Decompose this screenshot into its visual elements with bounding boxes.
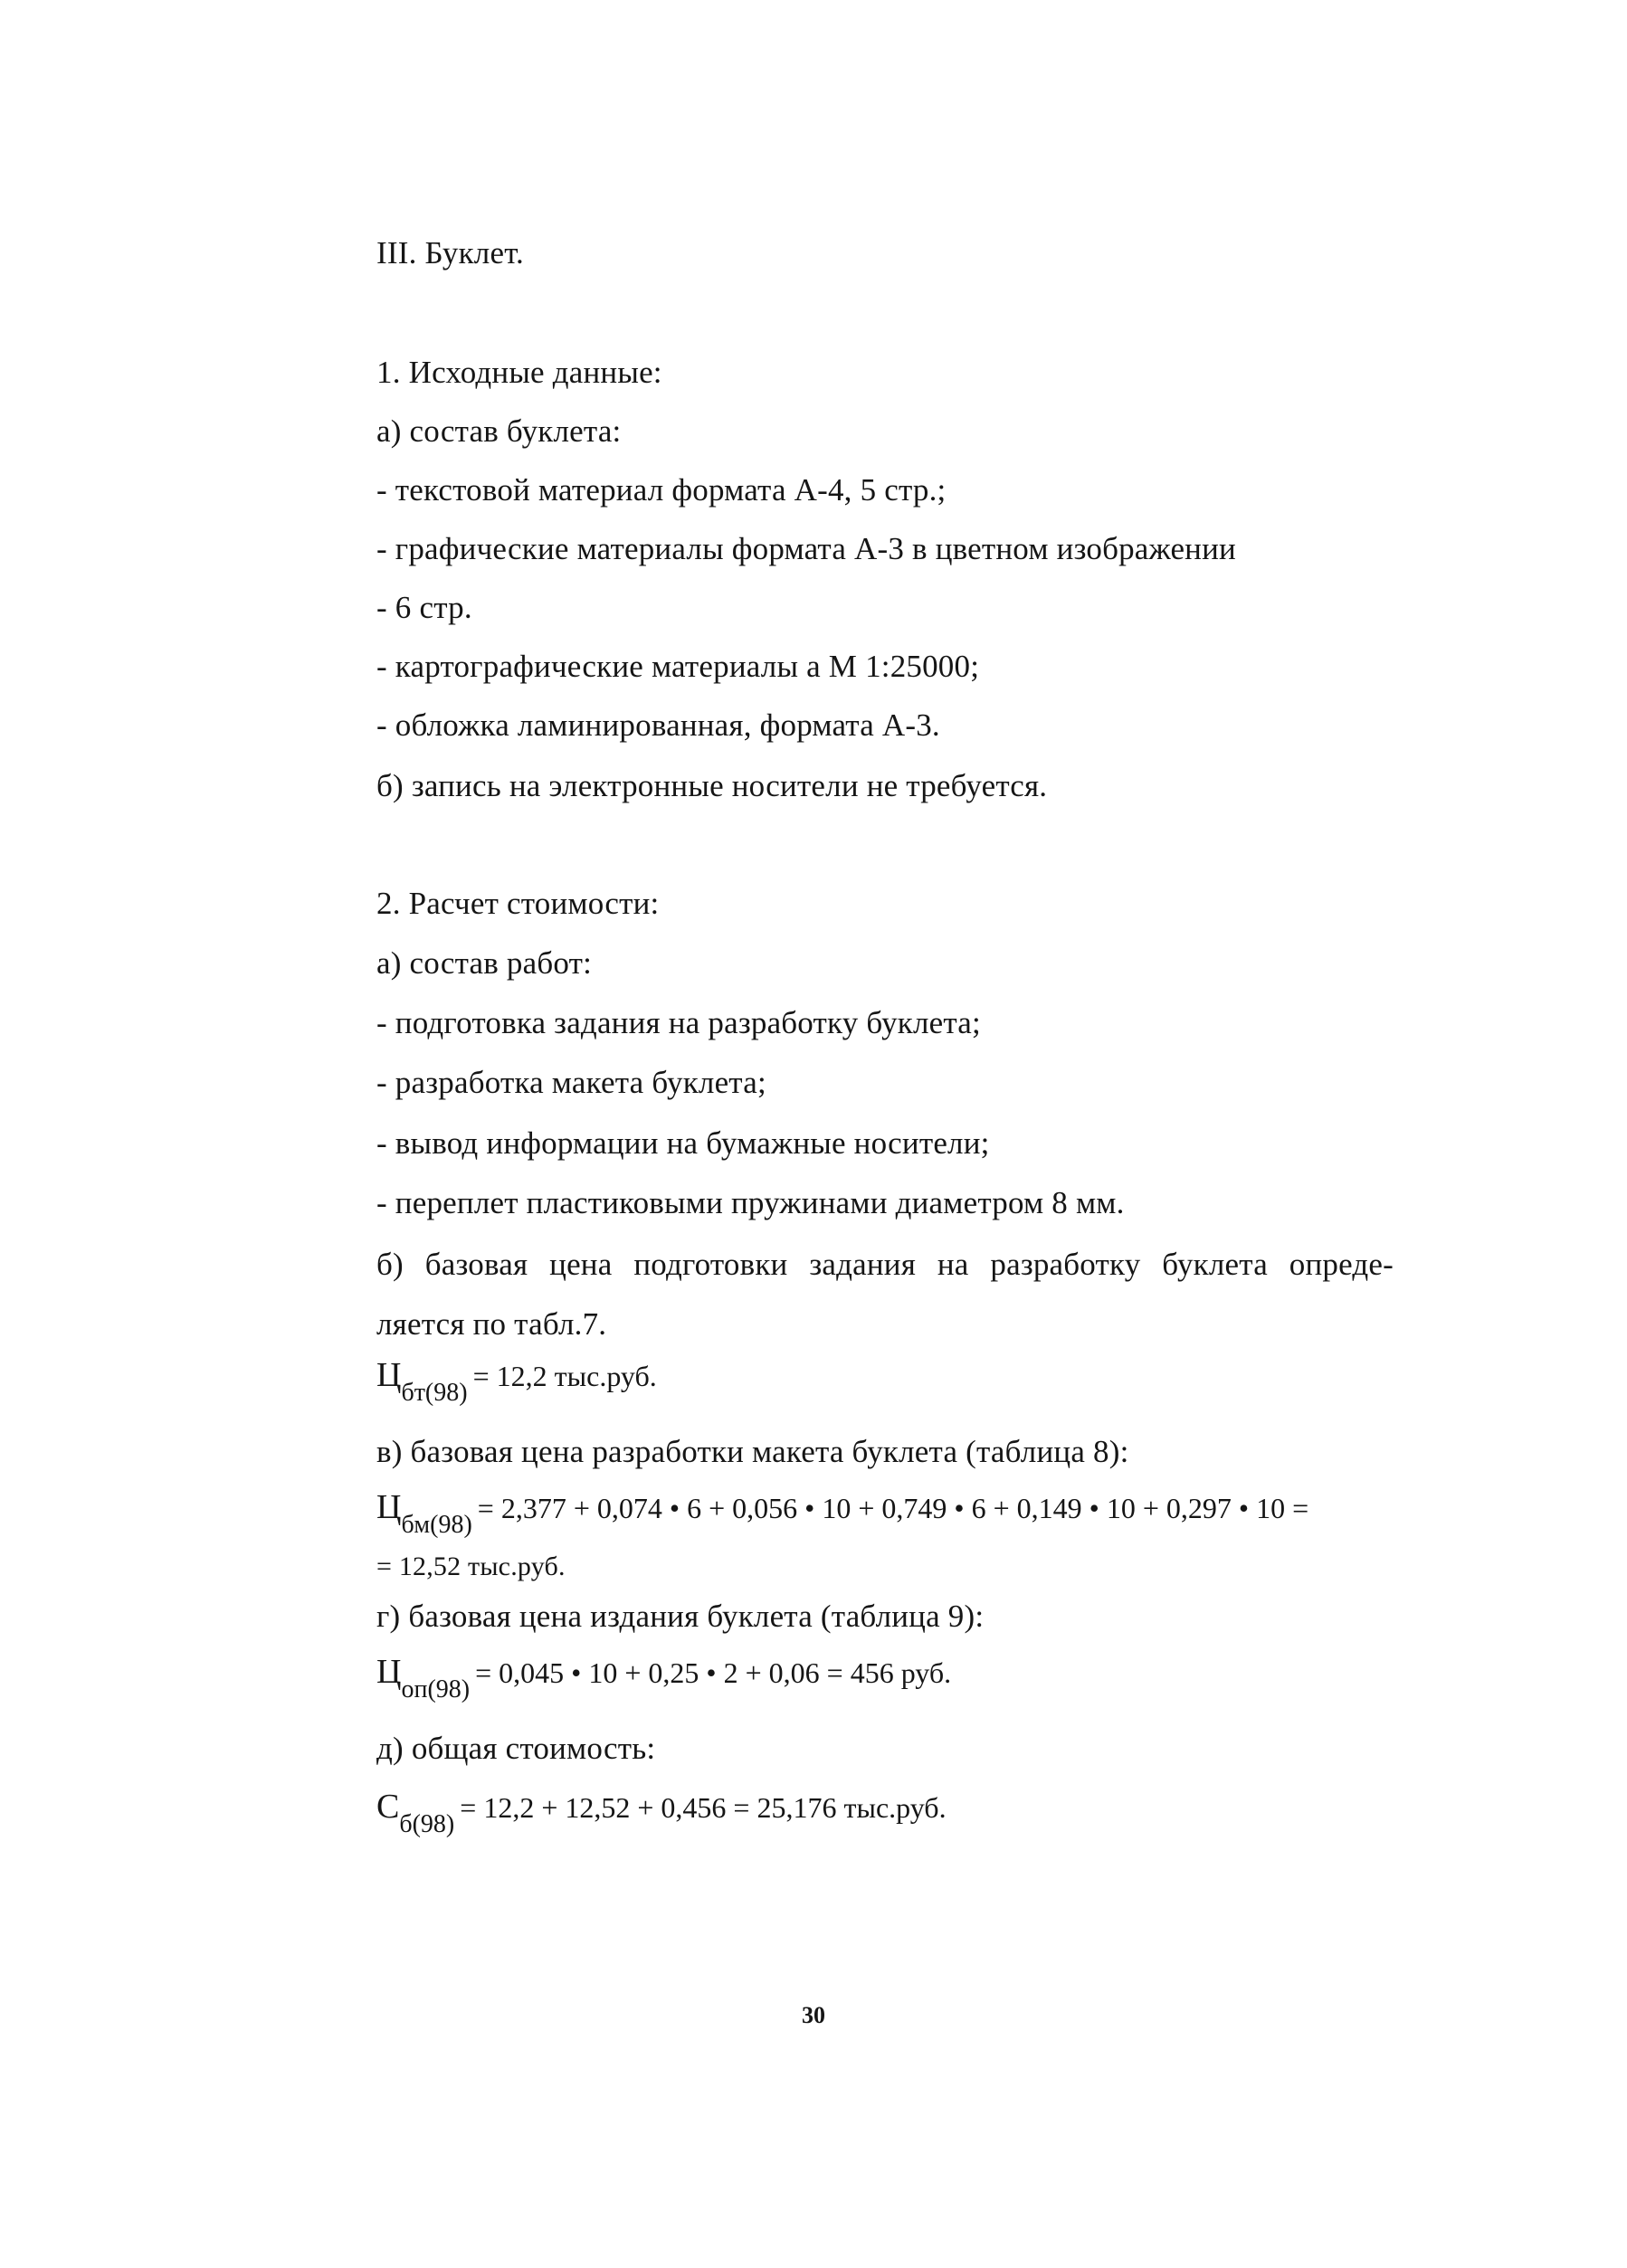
formula-layout-price-result: = 12,52 тыс.руб.	[376, 1552, 566, 1581]
formula-subscript: б(98)	[399, 1810, 455, 1838]
list-item: - разработка макета буклета;	[376, 1065, 766, 1100]
formula-expression: = 12,2 тыс.руб.	[472, 1360, 657, 1392]
formula-layout-price	[376, 1487, 1309, 1539]
section-title: III. Буклет.	[376, 235, 525, 270]
formula-symbol: Ц	[376, 1653, 402, 1691]
formula-subscript: оп(98)	[401, 1675, 471, 1703]
formula-symbol: С	[376, 1788, 400, 1826]
works-composition-label: а) состав работ:	[376, 945, 593, 981]
formula-expression: = 12,2 + 12,52 + 0,456 = 25,176 тыс.руб.	[460, 1791, 947, 1824]
page-number: 30	[802, 2002, 825, 2028]
base-price-task-line1: б) базовая цена подготовки задания на разработку буклета опреде-	[376, 1247, 1394, 1282]
formula-subscript: бт(98)	[401, 1379, 468, 1407]
booklet-composition-label: а) состав буклета:	[376, 413, 622, 449]
list-item: - подготовка задания на разработку буклета;	[376, 1005, 981, 1040]
base-price-task-line2: ляется по табл.7.	[376, 1306, 607, 1342]
electronic-media-note: б) запись на электронные носители не требуется.	[376, 768, 1048, 803]
formula-task-price	[376, 1355, 657, 1407]
source-data-heading: 1. Исходные данные:	[376, 355, 662, 390]
list-item: - вывод информации на бумажные носители;	[376, 1125, 990, 1161]
cost-calc-heading: 2. Расчет стоимости:	[376, 886, 660, 921]
list-item: - переплет пластиковыми пружинами диаметром 8 мм.	[376, 1185, 1125, 1220]
list-item: - картографические материалы а М 1:25000;	[376, 649, 980, 684]
list-item-text: - графические материалы формата А-3 в цветном изображении	[376, 531, 1236, 566]
list-item: - обложка ламинированная, формата А-3.	[376, 707, 940, 743]
formula-symbol: Ц	[376, 1488, 402, 1526]
layout-price-label: в) базовая цена разработки макета буклета (таблица 8):	[376, 1434, 1129, 1469]
publishing-price-label: г) базовая цена издания буклета (таблица 9):	[376, 1599, 985, 1634]
formula-subscript: бм(98)	[401, 1511, 472, 1539]
total-cost-label: д) общая стоимость:	[376, 1731, 656, 1766]
list-item: - 6 стр.	[376, 590, 472, 625]
list-item: - текстовой материал формата А-4, 5 стр.;	[376, 472, 947, 508]
formula-total-cost	[376, 1787, 947, 1838]
formula-expression: = 2,377 + 0,074 • 6 + 0,056 • 10 + 0,749 • 6 + 0,149 • 10 + 0,297 • 10 =	[477, 1492, 1309, 1524]
formula-publishing-price	[376, 1652, 952, 1703]
formula-expression: = 0,045 • 10 + 0,25 • 2 + 0,06 = 456 руб.	[475, 1656, 952, 1689]
formula-symbol: Ц	[376, 1356, 402, 1394]
list-item	[376, 529, 1394, 569]
